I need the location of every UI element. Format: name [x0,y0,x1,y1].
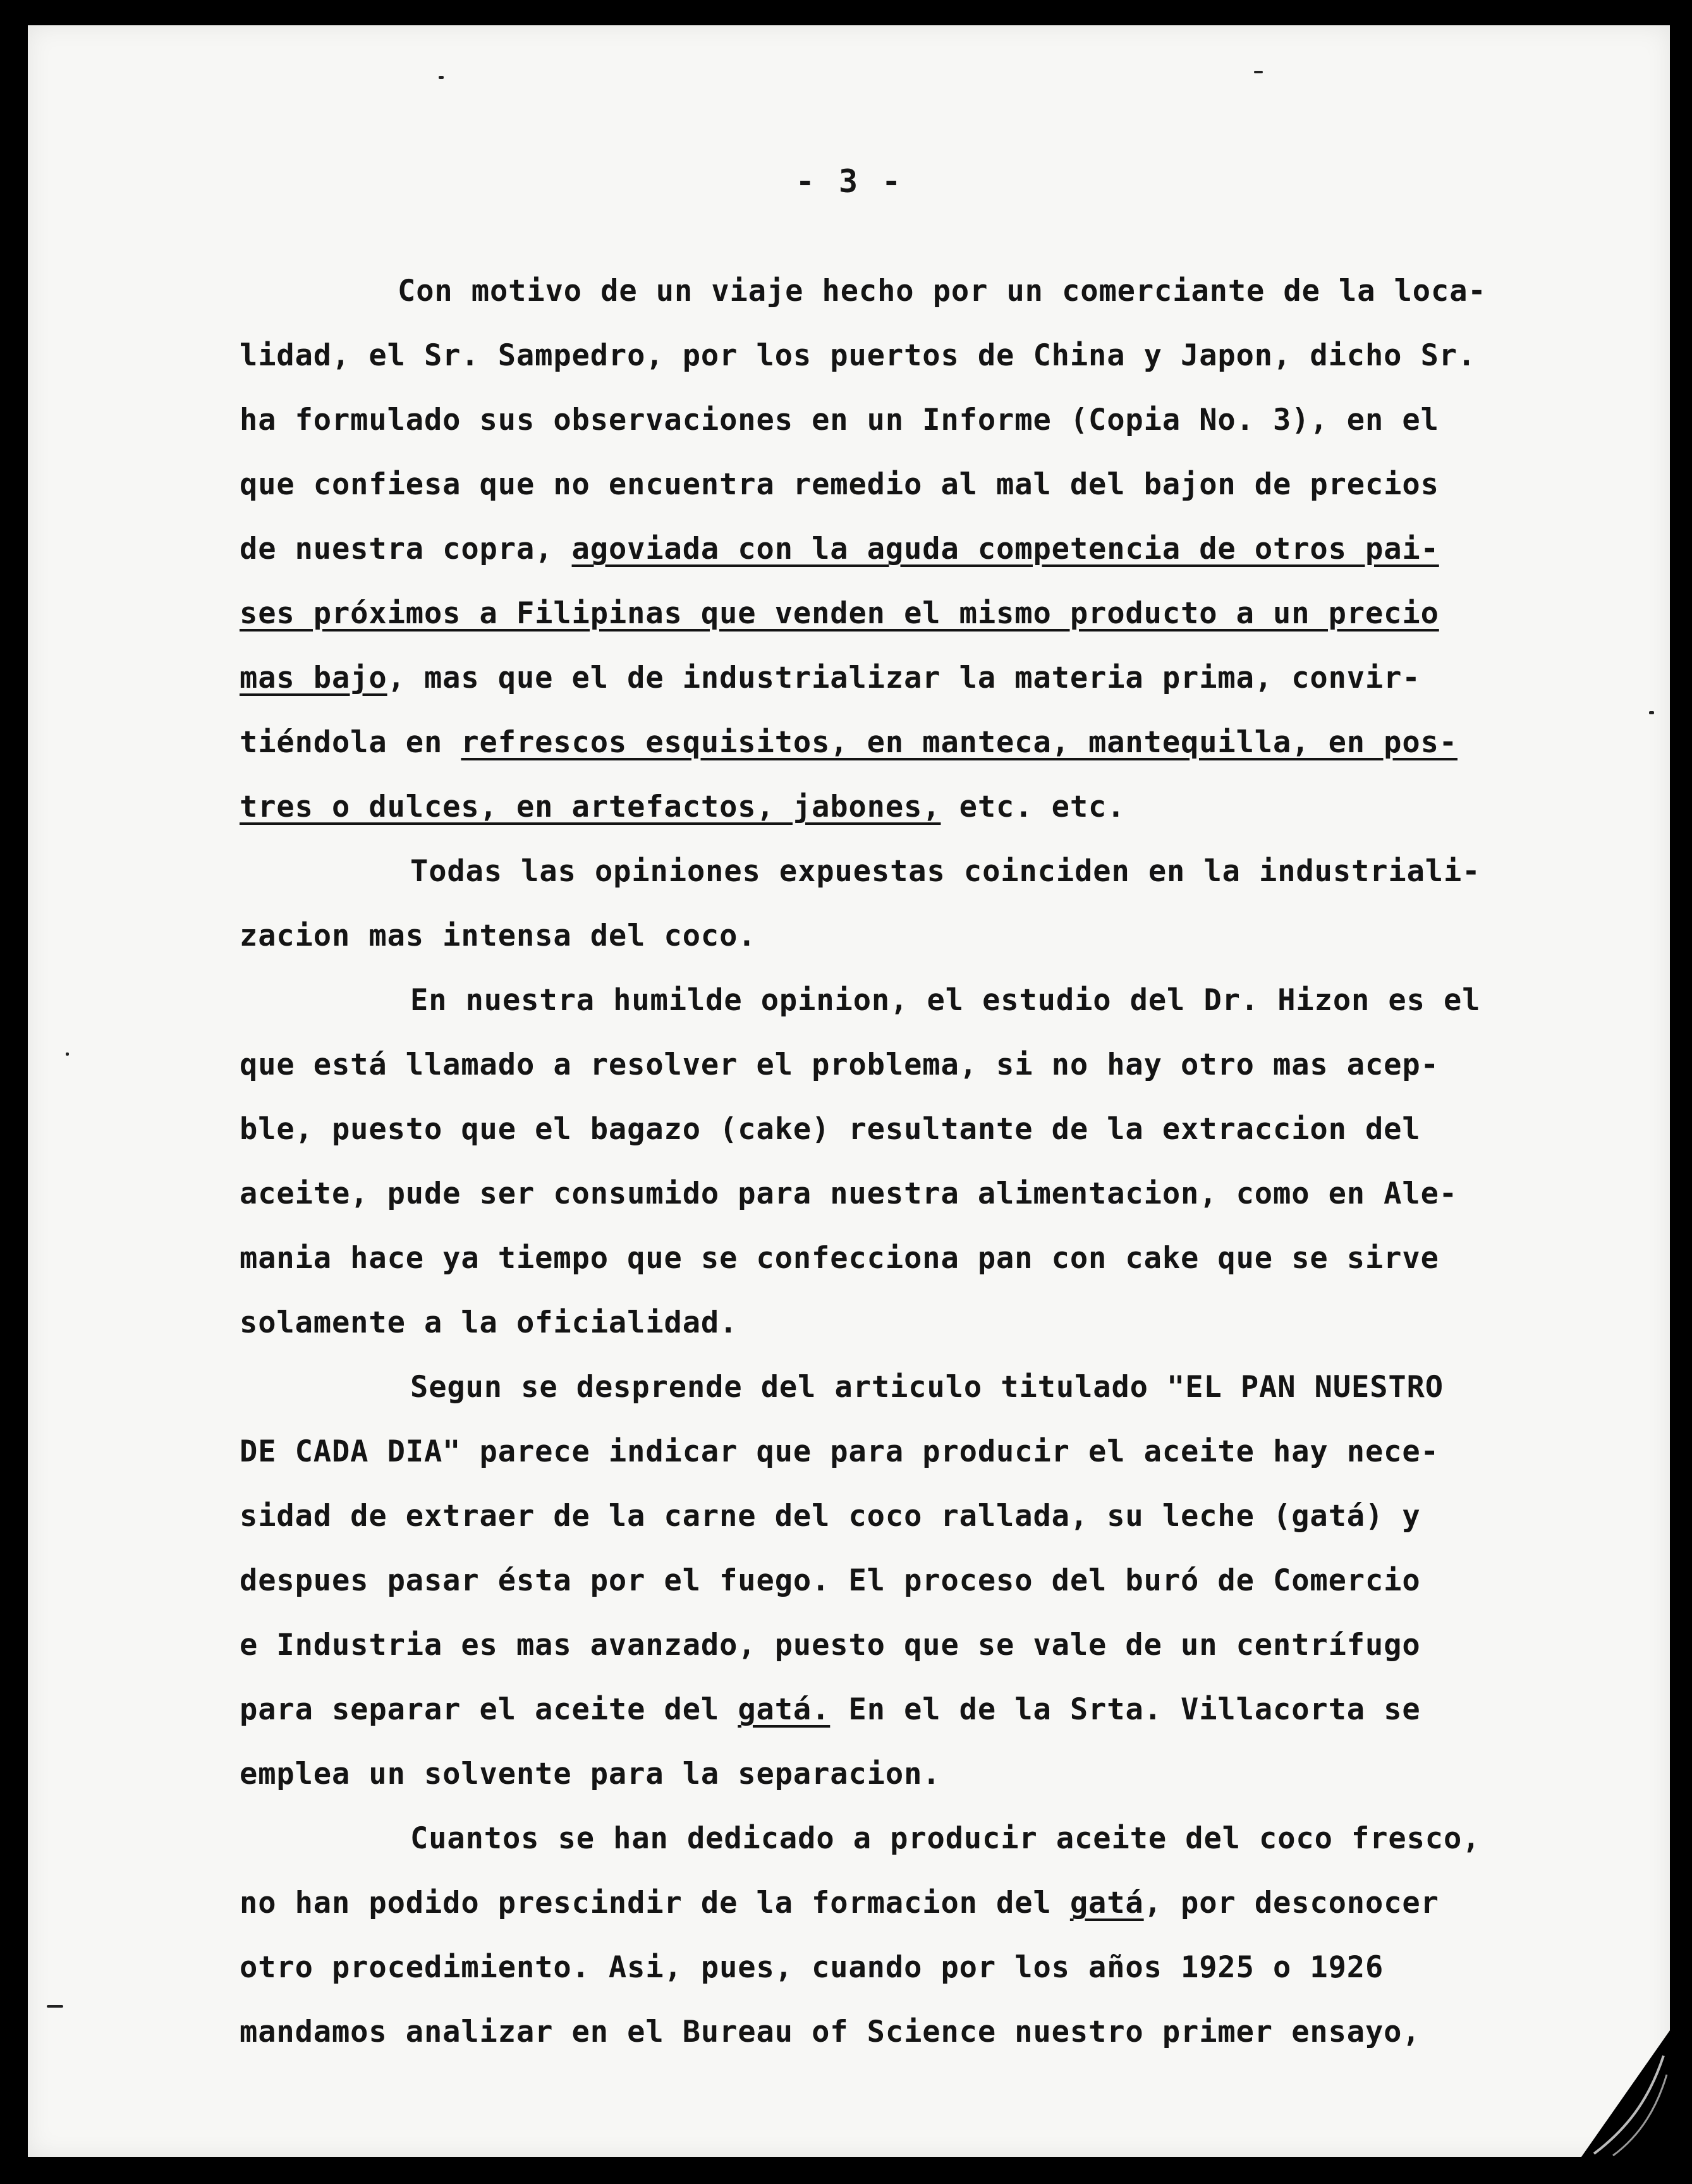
text-line [240,517,1567,582]
text-segment: otro procedimiento. Asi, pues, cuando por los años 1925 o 1926 [240,1950,1384,1985]
underlined-text: gatá [1069,1886,1144,1920]
underlined-text: refrescos esquisitos, en manteca, mantequilla, en pos- [461,725,1458,760]
text-line [240,1226,1567,1291]
text-segment: En el de la Srta. Villacorta se [830,1692,1421,1727]
text-segment: ha formulado sus observaciones en un Informe (Copia No. 3), en el [240,403,1439,437]
text-segment: Cuantos se han dedicado a producir aceite del coco fresco, [410,1821,1481,1856]
text-line [240,1355,1567,1420]
page-number: - 3 - [795,163,904,200]
text-line [240,839,1567,904]
text-line [240,453,1567,517]
text-segment: DE CADA DIA" parece indicar que para producir el aceite hay nece- [240,1434,1439,1469]
text-segment: Con motivo de un viaje hecho por un comerciante de la loca- [398,274,1487,308]
text-segment: despues pasar ésta por el fuego. El proceso del buró de Comercio [240,1563,1421,1598]
text-line [240,1678,1567,1742]
underlined-text: agoviada con la aguda competencia de otros pai- [571,532,1439,566]
text-line [240,775,1567,839]
text-segment: mania hace ya tiempo que se confecciona pan con cake que se sirve [240,1241,1439,1276]
text-segment: mandamos analizar en el Bureau of Science nuestro primer ensayo, [240,2015,1421,2049]
text-segment: emplea un solvente para la separacion. [240,1757,941,1791]
text-segment: , mas que el de industrializar la materia prima, convir- [387,661,1421,695]
text-segment: tiéndola en [240,725,461,760]
text-segment: que confiesa que no encuentra remedio al mal del bajon de precios [240,467,1439,502]
text-segment: Todas las opiniones expuestas coinciden en la industriali- [410,854,1481,889]
underlined-text: gatá. [738,1692,831,1727]
text-line [240,1807,1567,1871]
text-segment: lidad, el Sr. Sampedro, por los puertos de China y Japon, dicho Sr. [240,338,1476,373]
text-segment: sidad de extraer de la carne del coco rallada, su leche (gatá) y [240,1499,1421,1534]
speck [1254,71,1263,73]
text-segment: e Industria es mas avanzado, puesto que se vale de un centrífugo [240,1628,1421,1662]
text-segment: para separar el aceite del [240,1692,738,1727]
speck [1649,711,1654,714]
text-line [240,904,1567,968]
text-segment: ble, puesto que el bagazo (cake) resultante de la extraccion del [240,1112,1421,1147]
text-line [240,324,1567,388]
text-segment: etc. etc. [940,790,1126,824]
text-segment: de nuestra copra, [240,532,572,566]
text-line [240,711,1567,775]
underlined-text: mas bajo [240,661,387,695]
text-line [240,1097,1567,1162]
text-segment: Segun se desprende del articulo titulado "EL PAN NUESTRO [410,1370,1444,1405]
text-segment: solamente a la oficialidad. [240,1305,738,1340]
text-segment: aceite, pude ser consumido para nuestra alimentacion, como en Ale- [240,1176,1458,1211]
body-text [240,259,1567,2065]
text-line [240,1291,1567,1355]
text-segment: , por desconocer [1143,1886,1439,1920]
text-line [240,1613,1567,1678]
text-line [240,1549,1567,1613]
text-line [240,1484,1567,1549]
text-line [240,1420,1567,1484]
text-line [240,968,1567,1033]
text-line [240,646,1567,711]
text-segment: En nuestra humilde opinion, el estudio del Dr. Hizon es el [410,983,1481,1018]
text-line [240,259,1567,324]
text-line [240,2000,1567,2065]
underlined-text: tres o dulces, en artefactos, jabones, [240,790,941,824]
document-page [28,25,1670,2157]
speck [47,2005,63,2008]
text-segment: zacion mas intensa del coco. [240,918,757,953]
text-line [240,1871,1567,1936]
text-line [240,1742,1567,1807]
text-line [240,1033,1567,1097]
text-line [240,1936,1567,2000]
text-line [240,582,1567,646]
speck [439,76,444,79]
text-line [240,388,1567,453]
text-segment: no han podido prescindir de la formacion del [240,1886,1070,1920]
text-segment: que está llamado a resolver el problema, si no hay otro mas acep- [240,1047,1439,1082]
page-curl [1569,2030,1670,2157]
speck [66,1052,69,1056]
text-line [240,1162,1567,1226]
underlined-text: ses próximos a Filipinas que venden el mismo producto a un precio [240,596,1439,631]
